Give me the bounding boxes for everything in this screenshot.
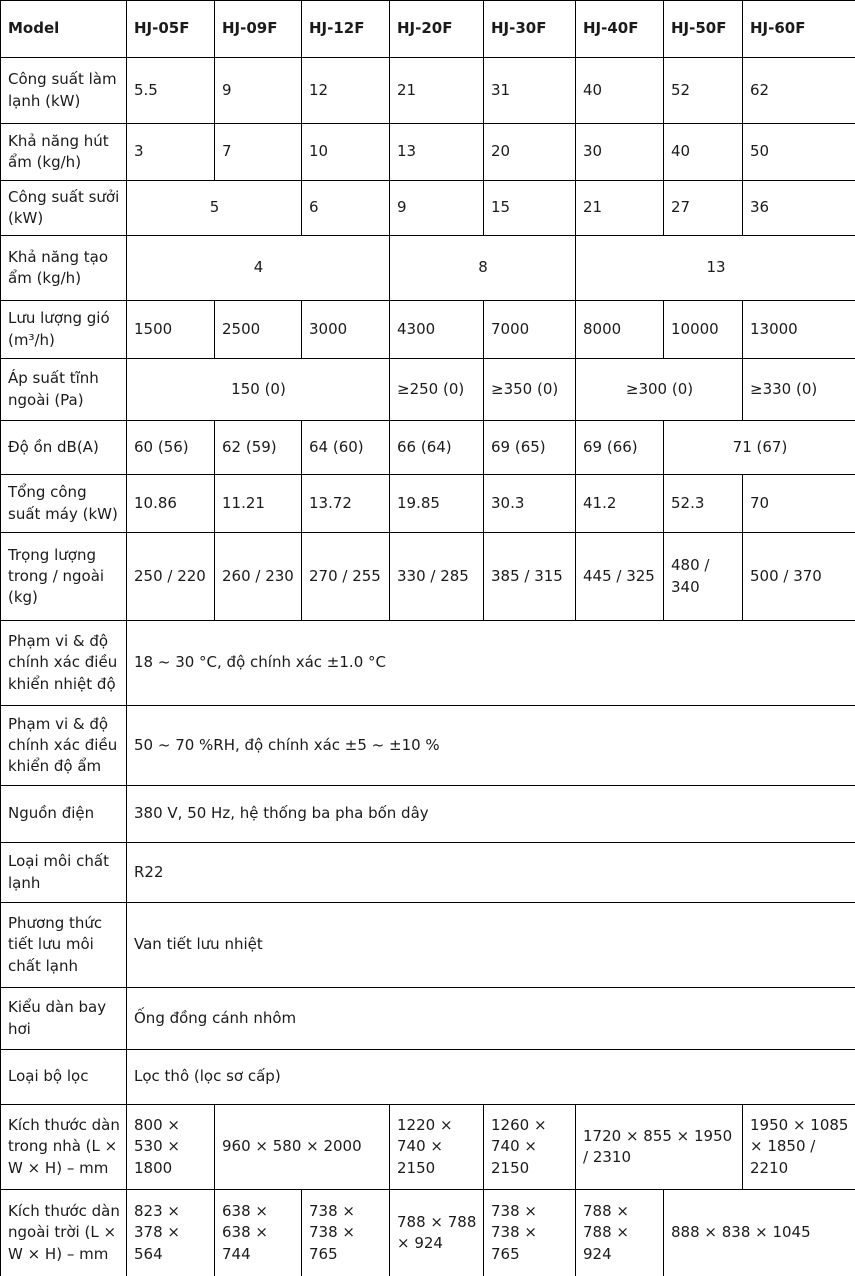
spec-cell: 30 (576, 124, 664, 181)
spec-cell: 52 (664, 58, 743, 124)
spec-cell: 50 ~ 70 %RH, độ chính xác ±5 ~ ±10 % (127, 706, 855, 786)
column-header: HJ-09F (215, 1, 302, 58)
row-label: Lưu lượng gió (m³/h) (1, 301, 127, 359)
spec-cell: 1220 × 740 × 2150 (390, 1105, 484, 1190)
spec-cell: 270 / 255 (302, 533, 390, 621)
spec-cell: 800 × 530 × 1800 (127, 1105, 215, 1190)
spec-cell: 7000 (484, 301, 576, 359)
table-row (1, 1190, 855, 1276)
spec-cell: 9 (215, 58, 302, 124)
spec-cell: 69 (66) (576, 421, 664, 475)
table-header (1, 1, 855, 58)
spec-cell: 13 (576, 236, 855, 301)
spec-cell: 1950 × 1085 × 1850 / 2210 (743, 1105, 855, 1190)
table-body (1, 58, 855, 1276)
model-header-cell: Model (1, 1, 127, 58)
spec-cell: 21 (390, 58, 484, 124)
spec-cell: 380 V, 50 Hz, hệ thống ba pha bốn dây (127, 786, 855, 843)
spec-cell: 15 (484, 181, 576, 236)
spec-cell: Van tiết lưu nhiệt (127, 903, 855, 988)
spec-cell: 4300 (390, 301, 484, 359)
row-label: Phương thức tiết lưu môi chất lạnh (1, 903, 127, 988)
row-label: Kiểu dàn bay hơi (1, 988, 127, 1050)
table-row (1, 124, 855, 181)
spec-cell: 20 (484, 124, 576, 181)
table-row (1, 421, 855, 475)
row-label: Độ ồn dB(A) (1, 421, 127, 475)
spec-cell: R22 (127, 843, 855, 903)
spec-cell: 41.2 (576, 475, 664, 533)
spec-cell: 62 (743, 58, 855, 124)
row-label: Kích thước dàn trong nhà (L × W × H) – mm (1, 1105, 127, 1190)
column-header: HJ-60F (743, 1, 855, 58)
column-header: HJ-30F (484, 1, 576, 58)
spec-cell: 40 (576, 58, 664, 124)
spec-cell: 71 (67) (664, 421, 855, 475)
table-row (1, 786, 855, 843)
row-label: Nguồn điện (1, 786, 127, 843)
spec-cell: 7 (215, 124, 302, 181)
column-header: HJ-40F (576, 1, 664, 58)
spec-cell: 12 (302, 58, 390, 124)
spec-cell: 30.3 (484, 475, 576, 533)
spec-cell: 500 / 370 (743, 533, 855, 621)
table-row (1, 843, 855, 903)
row-label: Áp suất tĩnh ngoài (Pa) (1, 359, 127, 421)
spec-cell: 31 (484, 58, 576, 124)
spec-cell: 8 (390, 236, 576, 301)
table-row (1, 1105, 855, 1190)
spec-cell: 18 ~ 30 °C, độ chính xác ±1.0 °C (127, 621, 855, 706)
spec-cell: 638 × 638 × 744 (215, 1190, 302, 1276)
spec-cell: 11.21 (215, 475, 302, 533)
row-label: Trọng lượng trong / ngoài (kg) (1, 533, 127, 621)
spec-cell: 60 (56) (127, 421, 215, 475)
spec-cell: Ống đồng cánh nhôm (127, 988, 855, 1050)
spec-cell: 3 (127, 124, 215, 181)
spec-cell: 13.72 (302, 475, 390, 533)
spec-cell: 260 / 230 (215, 533, 302, 621)
table-row (1, 236, 855, 301)
spec-cell: 1260 × 740 × 2150 (484, 1105, 576, 1190)
spec-cell: 6 (302, 181, 390, 236)
spec-cell: 738 × 738 × 765 (302, 1190, 390, 1276)
spec-cell: 788 × 788 × 924 (576, 1190, 664, 1276)
spec-cell: 64 (60) (302, 421, 390, 475)
spec-cell: 823 × 378 × 564 (127, 1190, 215, 1276)
table-row (1, 621, 855, 706)
spec-cell: 9 (390, 181, 484, 236)
spec-cell: 36 (743, 181, 855, 236)
table-row (1, 1050, 855, 1105)
table-row (1, 359, 855, 421)
spec-cell: 888 × 838 × 1045 (664, 1190, 855, 1276)
spec-cell: 8000 (576, 301, 664, 359)
spec-cell: 19.85 (390, 475, 484, 533)
spec-cell: ≥330 (0) (743, 359, 855, 421)
spec-cell: 70 (743, 475, 855, 533)
header-row (1, 1, 855, 58)
row-label: Công suất sưởi (kW) (1, 181, 127, 236)
spec-cell: 13000 (743, 301, 855, 359)
table-row (1, 181, 855, 236)
spec-cell: 10.86 (127, 475, 215, 533)
table-row (1, 301, 855, 359)
spec-cell: 10000 (664, 301, 743, 359)
table-row (1, 58, 855, 124)
row-label: Phạm vi & độ chính xác điều khiển nhiệt độ (1, 621, 127, 706)
spec-cell: 66 (64) (390, 421, 484, 475)
spec-cell: 480 / 340 (664, 533, 743, 621)
row-label: Kích thước dàn ngoài trời (L × W × H) – mm (1, 1190, 127, 1276)
spec-cell: 62 (59) (215, 421, 302, 475)
table-row (1, 988, 855, 1050)
spec-cell: 385 / 315 (484, 533, 576, 621)
spec-cell: 21 (576, 181, 664, 236)
spec-cell: 50 (743, 124, 855, 181)
spec-cell: 5 (127, 181, 302, 236)
column-header: HJ-12F (302, 1, 390, 58)
spec-cell: 52.3 (664, 475, 743, 533)
row-label: Tổng công suất máy (kW) (1, 475, 127, 533)
spec-cell: 445 / 325 (576, 533, 664, 621)
column-header: HJ-50F (664, 1, 743, 58)
row-label: Khả năng hút ẩm (kg/h) (1, 124, 127, 181)
column-header: HJ-20F (390, 1, 484, 58)
spec-cell: 5.5 (127, 58, 215, 124)
spec-cell: 27 (664, 181, 743, 236)
spec-cell: 13 (390, 124, 484, 181)
row-label: Phạm vi & độ chính xác điều khiển độ ẩm (1, 706, 127, 786)
spec-cell: 788 × 788 × 924 (390, 1190, 484, 1276)
table-row (1, 475, 855, 533)
spec-cell: Lọc thô (lọc sơ cấp) (127, 1050, 855, 1105)
spec-cell: 150 (0) (127, 359, 390, 421)
spec-cell: ≥300 (0) (576, 359, 743, 421)
spec-cell: 1720 × 855 × 1950 / 2310 (576, 1105, 743, 1190)
row-label: Công suất làm lạnh (kW) (1, 58, 127, 124)
column-header: HJ-05F (127, 1, 215, 58)
row-label: Loại bộ lọc (1, 1050, 127, 1105)
table-row (1, 533, 855, 621)
table-row (1, 706, 855, 786)
row-label: Khả năng tạo ẩm (kg/h) (1, 236, 127, 301)
spec-cell: 738 × 738 × 765 (484, 1190, 576, 1276)
spec-cell: 10 (302, 124, 390, 181)
spec-cell: 2500 (215, 301, 302, 359)
spec-cell: 40 (664, 124, 743, 181)
spec-cell: ≥250 (0) (390, 359, 484, 421)
table-row (1, 903, 855, 988)
spec-cell: 4 (127, 236, 390, 301)
spec-cell: 960 × 580 × 2000 (215, 1105, 390, 1190)
spec-cell: 330 / 285 (390, 533, 484, 621)
spec-cell: 250 / 220 (127, 533, 215, 621)
row-label: Loại môi chất lạnh (1, 843, 127, 903)
spec-cell: 3000 (302, 301, 390, 359)
spec-cell: 1500 (127, 301, 215, 359)
spec-cell: ≥350 (0) (484, 359, 576, 421)
spec-cell: 69 (65) (484, 421, 576, 475)
